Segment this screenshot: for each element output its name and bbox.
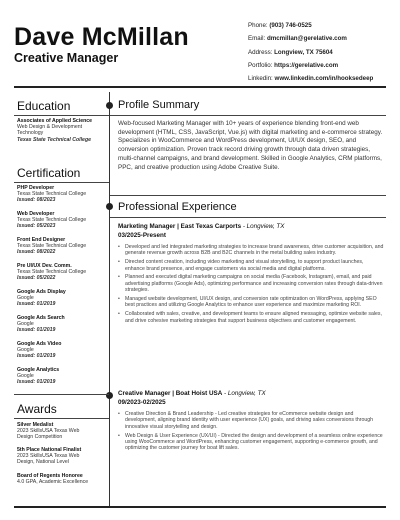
section-divider	[110, 217, 386, 218]
list-item: • Managed website development, UI/UX design, and conversion rate optimization on WordPress, applying SEO best practices and utilizing Google Analytics to enhance user experience and maximize marketing ROI.	[118, 296, 384, 309]
cert-item: Google Analytics Google Issued: 01/2019	[17, 367, 60, 386]
certification-heading: Certification	[17, 166, 81, 180]
contact-portfolio[interactable]: Portfolio: https://gerelative.com	[248, 61, 339, 69]
job-heading: Creative Manager | Boat Hoist USA - Longview, TX	[118, 390, 266, 397]
job-bullets	[118, 244, 384, 326]
person-title: Creative Manager	[14, 51, 119, 65]
awards-heading: Awards	[17, 402, 57, 416]
cert-item: Google Ads Video Google Issued: 01/2019	[17, 341, 62, 360]
award-item: Board of Regents Honoree 4.0 GPA, Academic Excellence	[17, 473, 89, 486]
job-heading: Marketing Manager | East Texas Carports - Longview, TX	[118, 223, 285, 230]
summary-heading: Profile Summary	[118, 99, 200, 111]
header-divider	[14, 86, 386, 88]
list-item: • Collaborated with sales, creative, and development teams to ensure aligned messaging, optimize website sales, and drive cohesive marketing strategies that support business objectives and customer engagement.	[118, 311, 384, 324]
list-item: • Planned and executed digital marketing campaigns on social media (Facebook, Instagram), email, and paid advertising platforms (Google Ads), optimizing performance and increasing conversion rates through data-driven strategies.	[118, 274, 384, 293]
section-divider	[110, 115, 386, 116]
timeline-dot	[106, 203, 113, 210]
cert-item: PHP Developer Texas State Technical College Issued: 08/2023	[17, 185, 87, 204]
timeline-dot	[106, 102, 113, 109]
section-divider	[14, 182, 109, 183]
section-divider	[14, 115, 109, 116]
list-item: • Directed content creation, including video marketing and visual storytelling, to support product launches, enhance brand presence, and engage customers via social media and digital platforms.	[118, 259, 384, 272]
cert-item: Google Ads Search Google Issued: 01/2019	[17, 315, 65, 334]
job-dates: 09/2023-02/2025	[118, 399, 166, 406]
summary-text: Web-focused Marketing Manager with 10+ years of experience blending front-end web development (HTML, CSS, JavaScript, Vue.js) with digital marketing and e-commerce strategy. Specializes in WooCommerce and WordPress development, UI/UX design, SEO, and conversion optimization. Proven track record driving growth through data driven strategies, multi-channel campaigns, and brand development. Skilled in Google Analytics, CRM platforms, PPC, and creative production using Adobe Creative Suite.	[118, 120, 383, 171]
resume-header	[0, 0, 400, 86]
section-divider	[14, 394, 109, 395]
contact-linkedin[interactable]: Linkedin: www.linkedin.com/in/hooksedeep	[248, 75, 374, 83]
cert-item: Pre UI/UX Dev. Comm. Texas State Technical College Issued: 05/2022	[17, 263, 87, 282]
list-item: • Web Design & User Experience (UX/UI) - Directed the design and development of a seamless online experience using WooCommerce and WordPress, enhancing customer engagement, supporting e-commerce growth, and optimizing the customer journey for boat lift sales.	[118, 433, 384, 452]
education-heading: Education	[17, 99, 71, 113]
section-divider	[14, 418, 109, 419]
list-item: • Developed and led integrated marketing strategies to increase brand awareness, drive customer acquisition, and generate revenue growth across B2B and B2C channels in the metal building sales industry.	[118, 244, 384, 257]
cert-item: Front End Designer Texas State Technical College Issued: 08/2022	[17, 237, 87, 256]
award-item: Silver Medalist 2023 SkillsUSA Texas Web Design Competition	[17, 422, 80, 441]
section-divider	[110, 195, 386, 196]
list-item: • Creative Direction & Brand Leadership - Led creative strategies for eCommerce website design and development, aligning brand identity with user experience (UX) goals, and driving sales conversions through innovative visual storytelling and design.	[118, 411, 384, 430]
contact-address: Address: Longview, TX 75604	[248, 48, 333, 56]
job-bullets	[118, 411, 384, 454]
job-dates: 03/2025-Present	[118, 232, 166, 239]
education-item: Associates of Applied Science Web Design & Development Technology Texas State Technical College	[17, 118, 93, 143]
contact-block	[248, 19, 373, 85]
cert-item: Web Developer Texas State Technical College Issued: 05/2023	[17, 211, 87, 230]
contact-email[interactable]: Email: dmcmillan@gerelative.com	[248, 35, 347, 43]
experience-heading: Professional Experience	[118, 201, 237, 213]
contact-phone: Phone: (903) 746-0525	[248, 22, 312, 29]
award-item: 5th Place National Finalist 2023 SkillsUSA Texas Web Design, National Level	[17, 447, 82, 466]
person-name: Dave McMillan	[14, 23, 189, 51]
cert-item: Google Ads Display Google Issued: 01/2019	[17, 289, 66, 308]
timeline-line	[109, 92, 110, 506]
footer-divider	[14, 506, 386, 508]
